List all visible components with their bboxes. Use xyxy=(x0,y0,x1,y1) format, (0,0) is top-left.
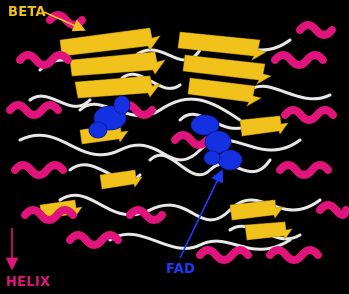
beta-label: BETA xyxy=(8,5,46,20)
helix-label: HELIX xyxy=(6,275,51,290)
fad-label: FAD xyxy=(166,262,196,277)
